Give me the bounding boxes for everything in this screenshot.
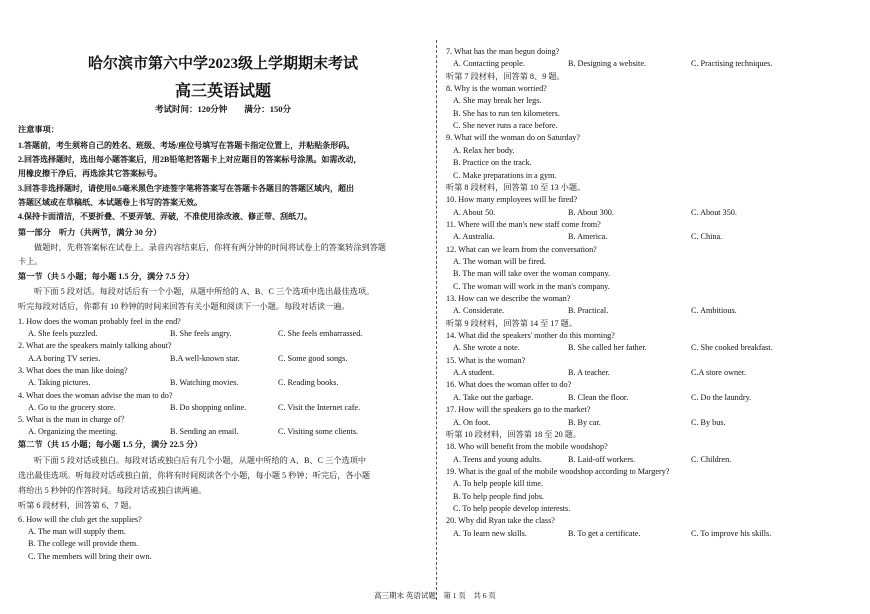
section1-intro-line: 听下面 5 段对话。每段对话后有一个小题，从题中所给的 A、B、C 三个选项中选出最佳选项。 (34, 286, 375, 296)
option-a: A. Australia. (453, 232, 495, 242)
option-a: A. The man will supply them. (28, 527, 126, 536)
section2-intro-line: 听第 6 段材料，回答第 6、7 题。 (18, 500, 137, 510)
note-line: 用橡皮擦干净后，再选涂其它答案标号。 (18, 169, 162, 179)
exam-title: 哈尔滨市第六中学2023级上学期期末考试 (87, 56, 358, 72)
option-line: C. To help people develop interests. (453, 503, 571, 513)
option-b: B. She feels angry. (170, 329, 232, 338)
option-a: A. Teens and young adults. (453, 454, 542, 464)
question-stem: 13. How can we describe the woman? (446, 294, 571, 303)
option-c: C. Visit the Internet cafe. (278, 402, 361, 412)
option-b: B. Designing a website. (568, 59, 646, 69)
option-a: A. Organizing the meeting. (28, 427, 118, 437)
question-stem: 3. What does the man like doing? (18, 365, 128, 375)
option-c: C. Some good songs. (278, 353, 348, 363)
option-c: C. She cooked breakfast. (691, 343, 773, 353)
column-divider (436, 40, 437, 600)
option-b: B. The college will provide them. (28, 539, 139, 549)
note-line: 答题区域或在草稿纸、本试题卷上书写的答案无效。 (18, 197, 202, 207)
part1-intro-line: 卡上。 (18, 256, 43, 266)
option-a: A. Take out the garbage. (453, 392, 534, 402)
option-c: C. About 350. (691, 207, 737, 217)
question-stem: 14. What did the speakers' mother do this morning? (446, 331, 615, 341)
option-c: C. To improve his skills. (691, 528, 772, 538)
audio-instruction: 听第 7 段材料，回答第 8、9 题。 (446, 71, 565, 81)
part1-intro-line: 做题时，先将答案标在试卷上。录音内容结束后，你将有两分钟的时间将试卷上的答案转涂到答题 (34, 243, 387, 253)
option-c: C. Visiting some clients. (278, 427, 359, 437)
question-stem: 12. What can we learn from the conversation? (446, 244, 597, 254)
option-line: C. Make preparations in a gym. (453, 170, 557, 180)
option-b: B. Practical. (568, 306, 609, 316)
option-a: A. Considerate. (453, 306, 505, 316)
audio-instruction: 听第 10 段材料，回答第 18 至 20 题。 (446, 429, 582, 439)
notes-heading: 注意事项： (18, 125, 59, 134)
option-b: B. A teacher. (568, 368, 610, 378)
option-b: B. Watching movies. (170, 378, 239, 388)
question-stem: 18. Who will benefit from the mobile woodshop? (446, 442, 608, 452)
option-line: A. The woman will be fired. (453, 256, 546, 266)
option-b: B. Do shopping online. (170, 402, 247, 412)
option-b: B. To get a certificate. (568, 528, 641, 538)
option-b: B.A well-known star. (170, 353, 240, 363)
question-stem: 5. What is the man in charge of？ (18, 415, 129, 425)
section2-intro-line: 听下面 5 段对话或独白。每段对话或独白后有几个小题，从题中所给的 A、B、C 三个选项中 (34, 455, 367, 465)
option-a: A.A student. (453, 368, 495, 378)
section2-intro-line: 将给出 5 秒钟的作答时间。每段对话或独白读两遍。 (18, 485, 207, 495)
option-b: B. Sending an email. (170, 427, 239, 437)
option-line: B. She has to run ten kilometers. (453, 108, 560, 118)
note-line: 1.答题前，考生须将自己的姓名、班级、考场/座位号填写在答题卡指定位置上，并粘贴条形码。 (18, 141, 355, 150)
option-c: C. Children. (691, 454, 732, 464)
note-line: 4.保持卡面清洁，不要折叠、不要弄皱、弄破，不准使用涂改液、修正带、刮纸刀。 (18, 212, 312, 221)
option-b: B. She called her father. (568, 343, 647, 353)
option-c: C. Do the laundry. (691, 392, 752, 402)
option-a: A. Go to the grocery store. (28, 402, 116, 412)
question-stem: 15. What is the woman? (446, 355, 526, 365)
question-stem: 7. What has the man begun doing? (446, 47, 560, 56)
option-a: A. She wrote a note. (453, 343, 520, 353)
option-a: A. Contacting people. (453, 59, 525, 69)
option-a: A. She feels puzzled. (28, 329, 98, 338)
section2-intro-line: 选出最佳选项。听每段对话或独白前，你将有时间阅读各个小题，每小题 5 秒钟；听完后，各小题 (18, 470, 371, 480)
option-line: A. Relax her body. (453, 145, 515, 155)
option-line: A. To help people kill time. (453, 479, 544, 489)
option-c: C. She feels embarrassed. (278, 329, 363, 338)
note-line: 3.回答非选择题时，请使用0.5毫米黑色字迹签字笔将答案写在答题卡各题目的答题区域内，超出 (18, 183, 354, 193)
option-b: B. America. (568, 232, 608, 242)
part1-heading: 第一部分 听力（共两节，满分 30 分） (18, 228, 162, 238)
option-b: B. By car. (568, 417, 601, 427)
audio-instruction: 听第 9 段材料，回答第 14 至 17 题。 (446, 318, 578, 328)
option-b: B. Clean the floor. (568, 392, 629, 402)
option-c: C. Practising techniques. (691, 59, 773, 69)
option-c: C. China. (691, 232, 723, 242)
option-a: A.A boring TV series. (28, 353, 101, 363)
question-stem: 11. Where will the man's new staff come from? (446, 219, 601, 229)
option-b: B. About 300. (568, 207, 614, 217)
question-stem: 10. How many employees will be fired? (446, 195, 578, 205)
option-line: C. The woman will work in the man's company. (453, 281, 610, 291)
section2-heading: 第二节（共 15 小题；每小题 1.5 分，满分 22.5 分） (18, 439, 203, 449)
option-line: B. Practice on the track. (453, 158, 532, 168)
question-stem: 4. What does the woman advise the man to do? (18, 390, 173, 400)
option-c: C. By bus. (691, 417, 726, 427)
exam-subtitle: 高三英语试题 (174, 83, 271, 100)
note-line: 2.回答选择题时，选出每小题答案后，用2B铅笔把答题卡上对应题目的答案标号涂黑。如需改动， (18, 155, 362, 165)
option-a: A. On foot. (453, 417, 491, 427)
page-footer: 高三期末 英语试题 第 1 页 共 6 页 (374, 591, 496, 600)
option-a: A. About 50. (453, 207, 496, 217)
option-a: A. To learn new skills. (453, 528, 527, 538)
option-line: A. She may break her legs. (453, 96, 542, 106)
option-line: B. To help people find jobs. (453, 491, 544, 501)
audio-instruction: 听第 8 段材料，回答第 10 至 13 小题。 (446, 182, 586, 192)
option-b: B. Laid-off workers. (568, 454, 636, 464)
option-c: C. The members will bring their own. (28, 551, 152, 561)
question-stem: 1. How does the woman probably feel in the end? (18, 316, 181, 326)
option-c: C. Reading books. (278, 378, 339, 388)
question-stem: 9. What will the woman do on Saturday? (446, 133, 581, 143)
exam-info: 考试时间：120分钟 满分：150分 (154, 104, 291, 114)
option-c: C.A store owner. (691, 368, 747, 378)
option-a: A. Taking pictures. (28, 378, 91, 388)
section1-heading: 第一节（共 5 小题；每小题 1.5 分，满分 7.5 分） (18, 271, 195, 281)
section1-intro-line: 听完每段对话后，你都有 10 秒钟的时间来回答有关小题和阅读下一小题。每段对话读一遍。 (18, 301, 350, 311)
question-stem: 6. How will the club get the supplies? (18, 514, 142, 524)
question-stem: 19. What is the goal of the mobile woodshop according to Margery? (446, 466, 670, 476)
question-stem: 20. Why did Ryan take the class? (446, 516, 555, 526)
option-line: B. The man will take over the woman company. (453, 269, 611, 279)
question-stem: 16. What does the woman offer to do? (446, 380, 572, 390)
question-stem: 17. How will the speakers go to the market? (446, 405, 591, 415)
question-stem: 2. What are the speakers mainly talking about? (18, 341, 172, 351)
option-line: C. She never runs a race before. (453, 121, 558, 131)
option-c: C. Ambitious. (691, 306, 737, 316)
question-stem: 8. Why is the woman worried? (446, 84, 547, 94)
